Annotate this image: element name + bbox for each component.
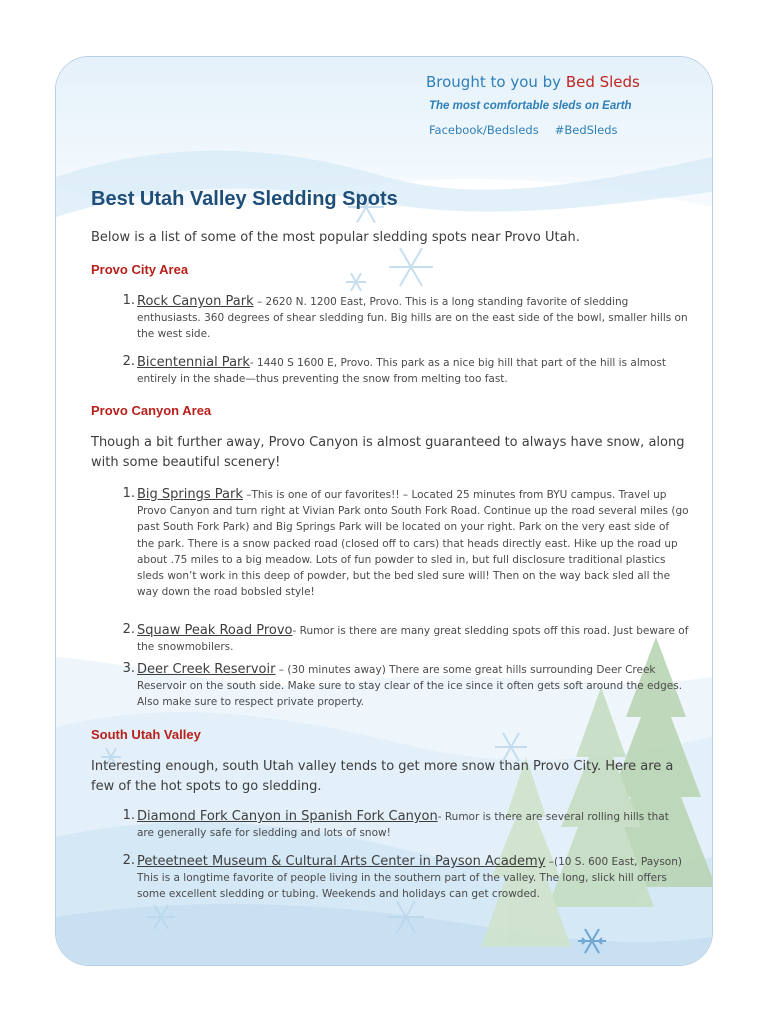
section-heading-provo-canyon: Provo Canyon Area [91, 403, 212, 418]
flyer-card [55, 56, 713, 966]
item-description: (30 minutes away) There are some great hills surrounding Deer Creek Reservoir on the south side. Make sure to stay clear of the ice since it often gets soft around the edges. Also make sure to respect private property. [137, 664, 683, 709]
intro-text: Below is a list of some of the most popular sledding spots near Provo Utah. [91, 230, 580, 245]
spot-link[interactable]: Diamond Fork Canyon in Spanish Fork Canyon [137, 809, 438, 824]
spot-link[interactable]: Big Springs Park [137, 487, 243, 502]
item-number: 2. [122, 622, 135, 637]
item-description: Rumor is there are several rolling hills that are generally safe for sledding and lots of snow! [137, 811, 669, 840]
item-description: Rumor is there are many great sledding spots off this road. Just beware of the snowmobilers. [137, 625, 689, 654]
spot-link[interactable]: Squaw Peak Road Provo [137, 623, 293, 638]
brought-to-you-by [426, 73, 640, 91]
item-body [137, 662, 689, 711]
item-body [137, 487, 689, 600]
spot-link[interactable]: Deer Creek Reservoir [137, 662, 276, 677]
item-number: 1. [122, 486, 135, 501]
item-number: 3. [122, 661, 135, 676]
item-number: 1. [122, 808, 135, 823]
section-heading-provo-city: Provo City Area [91, 262, 189, 277]
item-body [137, 294, 689, 343]
section-paragraph: Interesting enough, south Utah valley tends to get more snow than Provo City. Here are a few of the hot spots to go sledding. [91, 759, 674, 794]
hashtag-link[interactable]: #BedSleds [554, 123, 618, 137]
item-description: 1440 S 1600 E, Provo. This park as a nice big hill that part of the hill is almost entirely in the shade—thus preventing the snow from melting too fast. [137, 357, 666, 386]
item-separator: – [253, 296, 266, 308]
item-separator: - [292, 625, 300, 637]
item-description: 2620 N. 1200 East, Provo. This is a long standing favorite of sledding enthusiasts. 360 degrees of shear sledding fun. Big hills are on the east side of the bowl, smaller hills on the west side. [137, 296, 688, 341]
item-description: This is one of our favorites!! – Located 25 minutes from BYU campus. Travel up Provo Canyon and turn right at Vivian Park onto South Fork Road. Continue up the road several miles (go past South Fork Park) and Big Springs Park will be located on your right. Park on the very east side of the park. There is a snow packed road (closed off to cars) that heads directly east. Hike up the road up about .75 miles to a big meadow. Lots of fun powder to sled in, but full disclosure traditional plastics sleds won’t work in this deep of powder, but the bed sled sure will! Then on the way back sled all the way down the road bobsled style! [137, 489, 689, 599]
brand-name: Bed Sleds [565, 73, 640, 91]
item-separator: - [249, 357, 258, 369]
item-number: 2. [122, 354, 135, 369]
item-body [137, 854, 689, 903]
item-number: 2. [122, 853, 135, 868]
item-body [137, 355, 689, 387]
item-separator: – [242, 489, 252, 501]
item-body [137, 623, 689, 655]
item-separator: – [545, 856, 554, 868]
brought-prefix: Brought to you by [426, 73, 566, 91]
item-separator: - [437, 811, 445, 823]
brand-tagline: The most comfortable sleds on Earth [429, 100, 632, 112]
item-number: 1. [122, 293, 135, 308]
spot-link[interactable]: Peteetneet Museum & Cultural Arts Center in Payson Academy [137, 854, 546, 869]
item-body [137, 809, 689, 841]
spot-link[interactable]: Rock Canyon Park [137, 294, 254, 309]
document-title: Best Utah Valley Sledding Spots [91, 188, 398, 210]
item-description: (10 S. 600 East, Payson) This is a longtime favorite of people living in the southern part of the valley. The long, slick hill offers some excellent sledding or tubing. Weekends and holidays can get crowded. [137, 856, 682, 901]
social-links [429, 123, 618, 137]
section-heading-south-utah-valley: South Utah Valley [91, 727, 201, 742]
section-paragraph: Though a bit further away, Provo Canyon is almost guaranteed to always have snow, along with some beautiful scenery! [91, 435, 685, 470]
facebook-link[interactable]: Facebook/Bedsleds [429, 123, 539, 137]
spot-link[interactable]: Bicentennial Park [137, 355, 250, 370]
item-separator: – [275, 664, 288, 676]
